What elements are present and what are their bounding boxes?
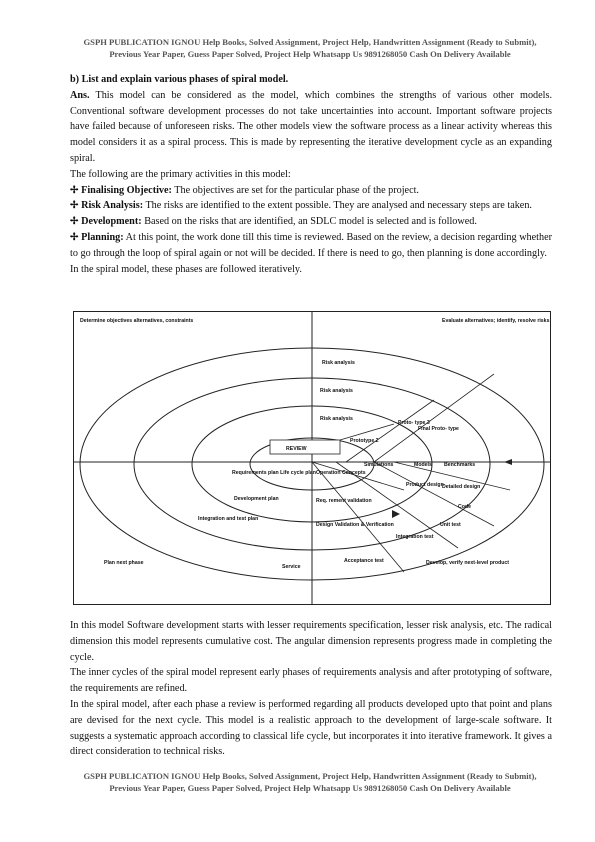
benchmarks-label: Benchmarks [444, 462, 476, 468]
requirement-validation-label: Req. rement validation [316, 498, 372, 504]
arrow-icon [392, 510, 400, 518]
phase-item [70, 214, 552, 230]
risk-analysis-label: Risk analysis [320, 416, 353, 422]
phase-name: Development: [81, 216, 142, 228]
question-section [70, 72, 552, 277]
header-banner: GSPH PUBLICATION IGNOU Help Books, Solved Assignment, Project Help, Handwritten Assignment (Ready to Submit), Previous Year Paper, Guess Paper Solved, Project Help Whatsapp Us 9891268050 Cash On Delivery Available [83, 37, 537, 59]
answer-intro [70, 88, 552, 167]
unit-test-label: Unit test [440, 522, 461, 528]
review-label: REVIEW [286, 446, 307, 452]
service-label: Service [282, 564, 301, 570]
phase-item [70, 183, 552, 199]
prototype-2-label: Prototype 2 [350, 438, 379, 444]
acceptance-test-label: Acceptance test [344, 558, 384, 564]
risk-analysis-label: Risk analysis [322, 360, 355, 366]
bullet-icon: ✢ [70, 231, 79, 243]
integration-test-label: Integration test [396, 534, 434, 540]
phase-text: Based on the risks that are identified, an SDLC model is selected and is followed. [141, 216, 477, 228]
intro-text: This model can be considered as the model, which combines the strengths of various other models. Conventional software development processes do not take uncertainties into account. Important software projects have failed because of unforeseen risks. The other models view the software process as a linear activity whereas this model considers it as a spiral process. This is made by representing the iterative development cycle as an expanding spiral. [70, 89, 552, 164]
bullet-icon: ✢ [70, 184, 79, 196]
operation-concepts-label: Operation Concepts [316, 470, 366, 476]
models-label: Models [414, 462, 432, 468]
followed-text: In the spiral model, these phases are followed iteratively. [70, 263, 302, 275]
arrow-icon [504, 459, 512, 465]
phase-name: Finalising Objective: [81, 184, 172, 196]
bullet-icon: ✢ [70, 200, 79, 212]
phase-item [70, 198, 552, 214]
prototype-3-label: Proto- type 3 [398, 420, 430, 426]
final-prototype-label: Final Proto- type [418, 426, 459, 432]
bullet-icon: ✢ [70, 216, 79, 228]
footer-banner: GSPH PUBLICATION IGNOU Help Books, Solved Assignment, Project Help, Handwritten Assignment (Ready to Submit), Previous Year Paper, Guess Paper Solved, Project Help Whatsapp Us 9891268050 Cash On Delivery Available [83, 771, 537, 793]
explanation-section [70, 618, 552, 760]
risk-analysis-label: Risk analysis [320, 388, 353, 394]
phase-name: Planning: [81, 231, 124, 243]
ans-label: Ans. [70, 89, 90, 101]
phase-name: Risk Analysis: [81, 200, 144, 212]
detailed-design-label: Detailed design [442, 484, 481, 490]
phase-text: At this point, the work done till this time is reviewed. Based on the review, a decision regarding whether to go through the loop of spiral again or not will be decided. If there is need to go, then planning is done accordingly. [70, 231, 553, 259]
product-design-label: Product design [406, 482, 444, 488]
spiral-model-diagram [73, 311, 551, 605]
spiral-svg [74, 312, 550, 604]
phase-line [312, 462, 404, 572]
phase-text: The objectives are set for the particular phase of the project. [171, 184, 419, 196]
explanation-paragraph: The inner cycles of the spiral model represent early phases of requirements analysis and after prototyping of software, the requirements are refined. [70, 667, 552, 695]
design-validation-label: Design Validation & Verification [316, 522, 394, 528]
question-title: b) List and explain various phases of spiral model. [70, 74, 289, 85]
explanation-paragraph: In this model Software development starts with lesser requirements specification, lesser risk analysis, etc. The radical dimension this model represents cumulative cost. The angular dimension represents progress made in completing the cycle. [70, 620, 552, 663]
simulations-label: Simulations [364, 462, 394, 468]
phase-item [70, 230, 552, 262]
development-plan-label: Development plan [234, 496, 279, 502]
quadrant-label-evaluate: Evaluate alternatives; identify, resolve risks [442, 318, 550, 324]
phase-text: The risks are identified to the extent possible. They are analysed and necessary steps are taken. [143, 200, 532, 212]
quadrant-label-develop: Develop, verify next-level product [426, 560, 510, 566]
quadrant-label-plan: Plan next phase [104, 560, 144, 566]
following-text: The following are the primary activities in this model: [70, 168, 291, 180]
requirements-plan-label: Requirements plan Life cycle plan [232, 470, 316, 476]
code-label: Code [458, 504, 471, 510]
explanation-paragraph: In the spiral model, after each phase a review is performed regarding all products developed upto that point and plans are devised for the next cycle. This model is a realistic approach to the development of large-scale software. It suggests a systematic approach according to classical life cycle, but incorporates it into iterative framework. It gives a direct consideration to technical risks. [70, 698, 552, 758]
integration-plan-label: Integration and test plan [198, 516, 259, 522]
quadrant-label-objectives: Determine objectives alternatives, constraints [80, 318, 194, 324]
